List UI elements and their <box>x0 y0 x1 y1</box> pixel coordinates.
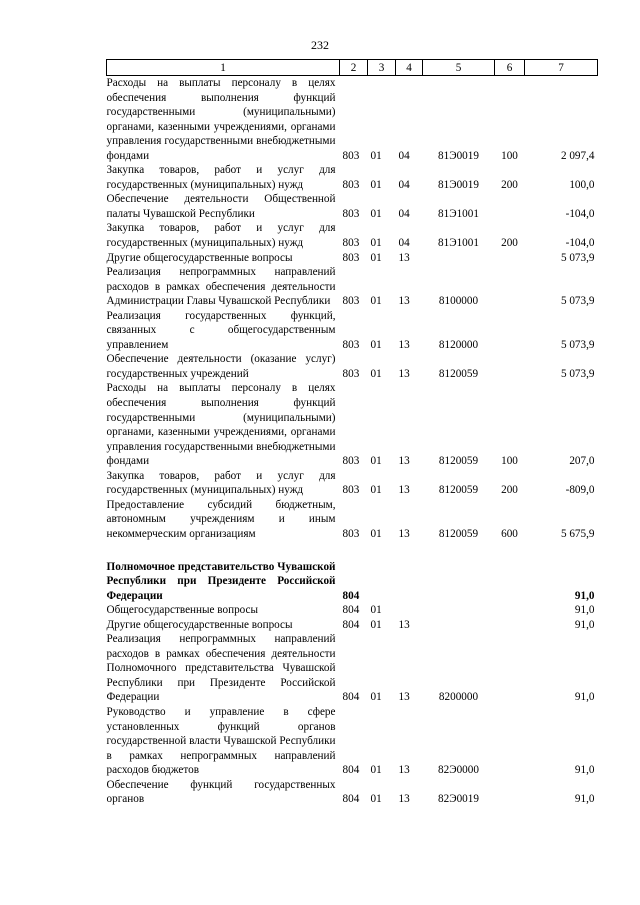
amount: -809,0 <box>565 484 595 497</box>
expense-type-code <box>495 265 525 309</box>
target-article-code: 81Э0019 <box>438 149 479 162</box>
expense-type-code <box>495 632 525 705</box>
amount: 2 097,4 <box>560 149 595 162</box>
subsection-code: 13 <box>398 484 410 497</box>
expense-type-code: 100 <box>501 455 518 468</box>
row-description: Обеспечение функций государственных органов <box>106 778 336 806</box>
table-row <box>107 381 598 468</box>
subsection-code: 13 <box>398 527 410 540</box>
section-code: 01 <box>370 149 382 162</box>
amount: 91,0 <box>574 691 595 704</box>
ministry-code: 803 <box>342 367 360 380</box>
table-row <box>107 352 598 381</box>
ministry-code: 803 <box>342 527 360 540</box>
target-article-code <box>423 603 495 618</box>
section-code: 01 <box>370 618 382 631</box>
table-row <box>107 265 598 309</box>
subsection-code: 13 <box>398 764 410 777</box>
row-description: Реализация непрограммных направлений расходов в рамках обеспечения деятельности Администрации Главы Чувашской Республики <box>106 266 336 308</box>
row-description: Полномочное представительство Чувашской Республики при Президенте Российской Федерации <box>106 560 336 602</box>
ministry-code: 804 <box>342 604 360 617</box>
table-row <box>107 603 598 618</box>
amount: 5 073,9 <box>560 367 595 380</box>
table-row <box>107 498 598 542</box>
target-article-code: 81Э0019 <box>438 178 479 191</box>
row-description: Закупка товаров, работ и услуг для государственных (муниципальных) нужд <box>106 164 336 191</box>
expense-type-code <box>495 618 525 633</box>
column-header: 5 <box>423 60 495 76</box>
column-header: 1 <box>107 60 340 76</box>
spacer-cell <box>107 542 598 560</box>
column-header: 2 <box>340 60 368 76</box>
subsection-code: 13 <box>398 793 410 806</box>
ministry-code: 804 <box>342 618 360 631</box>
ministry-code: 804 <box>342 793 360 806</box>
section-code: 01 <box>370 604 382 617</box>
subsection-code: 04 <box>398 237 410 250</box>
section-code: 01 <box>370 691 382 704</box>
section-code <box>368 560 396 604</box>
subsection-code: 13 <box>398 455 410 468</box>
budget-table <box>106 59 598 807</box>
row-description: Общегосударственные вопросы <box>106 604 259 617</box>
section-code: 01 <box>370 237 382 250</box>
row-description: Реализация непрограммных направлений расходов в рамках обеспечения деятельности Полномочного представительства Чувашской Республики при Президенте Российской Федерации <box>106 633 336 704</box>
ministry-code: 803 <box>342 237 360 250</box>
section-code: 01 <box>370 251 382 264</box>
ministry-code: 803 <box>342 484 360 497</box>
subsection-code: 04 <box>398 207 410 220</box>
section-code: 01 <box>370 295 382 308</box>
table-row <box>107 705 598 778</box>
expense-type-code: 200 <box>501 484 518 497</box>
ministry-code: 803 <box>342 207 360 220</box>
page-number: 232 <box>311 38 329 52</box>
table-row <box>107 778 598 807</box>
row-description: Реализация государственных функций, связанных с общегосударственным управлением <box>106 309 336 351</box>
table-row <box>107 163 598 192</box>
section-code: 01 <box>370 338 382 351</box>
table-row <box>107 76 598 164</box>
subsection-code: 04 <box>398 178 410 191</box>
target-article-code: 82Э0000 <box>438 764 479 777</box>
subsection-code: 04 <box>398 149 410 162</box>
row-description: Закупка товаров, работ и услуг для государственных (муниципальных) нужд <box>106 469 336 497</box>
target-article-code <box>423 618 495 633</box>
target-article-code <box>423 560 495 604</box>
amount: 5 073,9 <box>560 251 595 264</box>
ministry-code: 803 <box>342 149 360 162</box>
section-code: 01 <box>370 527 382 540</box>
ministry-code: 803 <box>342 338 360 351</box>
ministry-code: 803 <box>342 178 360 191</box>
ministry-code: 804 <box>342 589 360 602</box>
column-header: 4 <box>396 60 423 76</box>
spacer-row <box>107 542 598 560</box>
table-row <box>107 618 598 633</box>
subsection-code <box>396 560 423 604</box>
subsection-code: 13 <box>398 691 410 704</box>
column-number-row <box>107 60 598 76</box>
amount: 91,0 <box>574 764 595 777</box>
row-description: Предоставление субсидий бюджетным, автономным учреждениям и иным некоммерческим организациям <box>106 498 336 540</box>
ministry-code: 804 <box>342 764 360 777</box>
expense-type-code <box>495 309 525 353</box>
target-article-code: 8100000 <box>438 295 479 308</box>
row-description: Расходы на выплаты персоналу в целях обеспечения выполнения функций государственными (муниципальными) органами, казенными учреждениями, органами управления государственными внебюджетными фондами <box>106 77 336 162</box>
expense-type-code: 600 <box>501 527 518 540</box>
expense-type-code <box>495 560 525 604</box>
amount: 207,0 <box>569 455 595 468</box>
expense-type-code: 100 <box>501 149 518 162</box>
expense-type-code: 200 <box>501 237 518 250</box>
section-code: 01 <box>370 178 382 191</box>
expense-type-code <box>495 778 525 807</box>
table-header <box>107 60 598 76</box>
expense-type-code <box>495 705 525 778</box>
column-header: 3 <box>368 60 396 76</box>
ministry-code: 804 <box>342 691 360 704</box>
table-row <box>107 469 598 498</box>
target-article-code <box>423 251 495 266</box>
ministry-code: 803 <box>342 295 360 308</box>
ministry-code: 803 <box>342 251 360 264</box>
expense-type-code <box>495 251 525 266</box>
subsection-code: 13 <box>398 618 410 631</box>
row-description: Руководство и управление в сфере установленных функций органов государственной власти Чувашской Республики в рамках непрограммных направлений расходов бюджетов <box>106 705 336 777</box>
column-header: 6 <box>495 60 525 76</box>
column-header: 7 <box>525 60 598 76</box>
amount: 91,0 <box>574 793 595 806</box>
subsection-code: 13 <box>398 295 410 308</box>
table-row <box>107 309 598 353</box>
section-code: 01 <box>370 455 382 468</box>
amount: 100,0 <box>569 178 595 191</box>
target-article-code: 8120000 <box>438 338 479 351</box>
section-code: 01 <box>370 484 382 497</box>
subsection-code: 13 <box>398 338 410 351</box>
table-row <box>107 221 598 250</box>
row-description: Обеспечение деятельности (оказание услуг) государственных учреждений <box>106 353 336 380</box>
table-body <box>107 76 598 807</box>
table-row <box>107 251 598 266</box>
subsection-code <box>396 603 423 618</box>
row-description: Другие общегосударственные вопросы <box>106 618 293 631</box>
target-article-code: 82Э0019 <box>438 793 479 806</box>
target-article-code: 81Э1001 <box>438 237 479 250</box>
target-article-code: 8120059 <box>438 484 479 497</box>
target-article-code: 8200000 <box>438 691 479 704</box>
amount: 5 073,9 <box>560 295 595 308</box>
section-code: 01 <box>370 367 382 380</box>
row-description: Другие общегосударственные вопросы <box>106 251 293 264</box>
row-description: Обеспечение деятельности Общественной палаты Чувашской Республики <box>106 193 336 220</box>
amount: 5 675,9 <box>560 527 595 540</box>
section-code: 01 <box>370 764 382 777</box>
section-code: 01 <box>370 207 382 220</box>
table-row <box>107 560 598 604</box>
target-article-code: 8120059 <box>438 455 479 468</box>
amount: -104,0 <box>565 237 595 250</box>
target-article-code: 8120059 <box>438 367 479 380</box>
expense-type-code: 200 <box>501 178 518 191</box>
amount: 5 073,9 <box>560 338 595 351</box>
ministry-code: 803 <box>342 455 360 468</box>
row-description: Расходы на выплаты персоналу в целях обеспечения выполнения функций государственными (муниципальными) органами, казенными учреждениями, органами управления государственными внебюджетными фондами <box>106 382 336 468</box>
amount: 91,0 <box>574 589 595 602</box>
expense-type-code <box>495 352 525 381</box>
section-code: 01 <box>370 793 382 806</box>
expense-type-code <box>495 603 525 618</box>
target-article-code: 81Э1001 <box>438 207 479 220</box>
amount: 91,0 <box>574 618 595 631</box>
amount: -104,0 <box>565 207 595 220</box>
table-row <box>107 632 598 705</box>
subsection-code: 13 <box>398 367 410 380</box>
row-description: Закупка товаров, работ и услуг для государственных (муниципальных) нужд <box>106 222 336 250</box>
table-row <box>107 192 598 221</box>
expense-type-code <box>495 192 525 221</box>
subsection-code: 13 <box>398 251 410 264</box>
target-article-code: 8120059 <box>438 527 479 540</box>
amount: 91,0 <box>574 604 595 617</box>
